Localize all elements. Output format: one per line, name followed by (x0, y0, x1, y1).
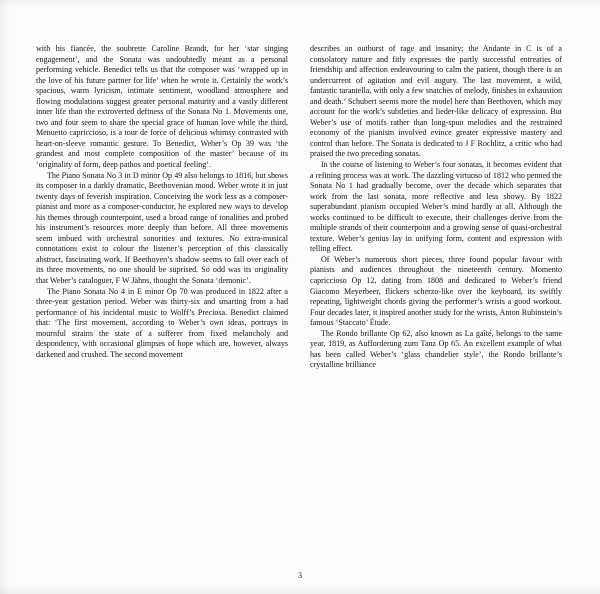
paragraph: The Rondo brillante Op 62, also known as La gaîté, belongs to the same year, 1819, as Aufforderung zum Tanz Op 65. An excellent example of what has been called Weber’s ‘glass chandelier style’, the Rondo brillante’s crystalline brilliance (310, 328, 562, 370)
paragraph: Of Weber’s numerous short pieces, three found popular favour with pianists and audiences throughout the nineteenth century. Momento capriccioso Op 12, dating from 1808 and dedicated to Weber’s friend Giacomo Meyerbeer, flickers scherzo-like over the keyboard, its swiftly repeating, lightweight chords giving the performer’s wrists a good workout. Four decades later, it inspired another study for the wrists, Anton Rubinstein’s famous ‘Staccato’ Étude. (310, 254, 562, 328)
left-text-column (36, 44, 288, 542)
page-edge-shading-bottom (0, 584, 600, 594)
paragraph: The Piano Sonata No 4 in E minor Op 70 was produced in 1822 after a three-year gestation period. Weber was thirty-six and smarting from a bad performance of his incidental music to Wolff’s Preciosa. Benedict claimed that: ‘The first movement, according to Weber’s own ideas, portrays in mournful strains the state of a sufferer from fixed melancholy and despondency, with occasional glimpses of hope which are, however, always darkened and crushed. The second movement (36, 286, 288, 359)
paragraph: The Piano Sonata No 3 in D minor Op 49 also belongs to 1816, but shows its composer in a darkly dramatic, Beethovenian mood. Weber wrote it in just twenty days of feverish inspiration. Conceiving the work less as a composer-pianist and more as a composer-conductor, he explored new ways to develop his themes through counterpoint, used a broad range of tonalities and probed his instrument’s resources more deeply than before. All three movements seem imbued with orchestral sonorities and textures. No extra-musical connotations exist to colour the listener’s perception of this classically abstract, fascinating work. If Beethoven’s shadow seems to fall over each of its three movements, no one should be suprised. So odd was its originality that Weber’s cataloguer, F W Jähns, thought the Sonata ‘demonic’. (36, 170, 288, 286)
page-edge-shading-left (0, 0, 10, 594)
page-edge-shading-top (0, 0, 600, 8)
paragraph: describes an outburst of rage and insanity; the Andante in C is of a consolatory nature and fitly expresses the partly successful entreaties of friendship and affection endeavouring to calm the patient, though there is an undercurrent of agitation and evil augury. The last movement, a wild, fantastic tarantella, with only a few snatches of melody, finishes in exhaustion and death.’ Schubert seems more the model here than Beethoven, which may account for the work’s subtleties and lieder-like delicacy of expression. But Weber’s use of motifs rather than long-spun melodies and the restrained economy of the pianism involved evince greater expressive mastery and control than before. The Sonata is dedicated to J F Rochlitz, a critic who had praised the two preceding sonatas. (310, 44, 562, 159)
paragraph: with his fiancée, the soubrette Caroline Brandt, for her ‘star singing engagement’, and the Sonata was undoubtedly meant as a personal performing vehicle. Benedict tells us that the composer was ‘wrapped up in the love of his future partner for life’ when he wrote it. Certainly the work’s spacious, warm lyricism, intimate sentiment, woodland atmosphere and flowing modulations suggest greater personal maturity and a vastly different inner life than the extroverted deftness of the Sonata No 1. Movements one, two and four seem to share the special grace of human love while the third, Menuetto capriccioso, is a tour de force of delicious whimsy contrasted with heart-on-sleeve romantic gesture. To Benedict, Weber’s Op 39 was ‘the grandest and most complete composition of the master’ because of its ‘originality of form, deep pathos and poetical feeling’. (36, 44, 288, 170)
page-number: 3 (297, 571, 303, 580)
paragraph: In the course of listening to Weber’s four sonatas, it becomes evident that a refining process was at work. The dazzling virtuoso of 1812 who penned the Sonata No 1 had gradually become, over the decade which separates that work from the last sonata, more reflective and less showy. By 1822 superabundant pianism occupied Weber’s mind hardly at all. Although the works continued to be difficult to execute, their challenges derive from the multiple strands of their counterpoint and a growing sense of quasi-orchestral texture. Weber’s genius lay in unifying form, content and expression with telling effect. (310, 160, 562, 254)
right-text-column (310, 44, 562, 542)
two-column-text-body (36, 44, 564, 542)
